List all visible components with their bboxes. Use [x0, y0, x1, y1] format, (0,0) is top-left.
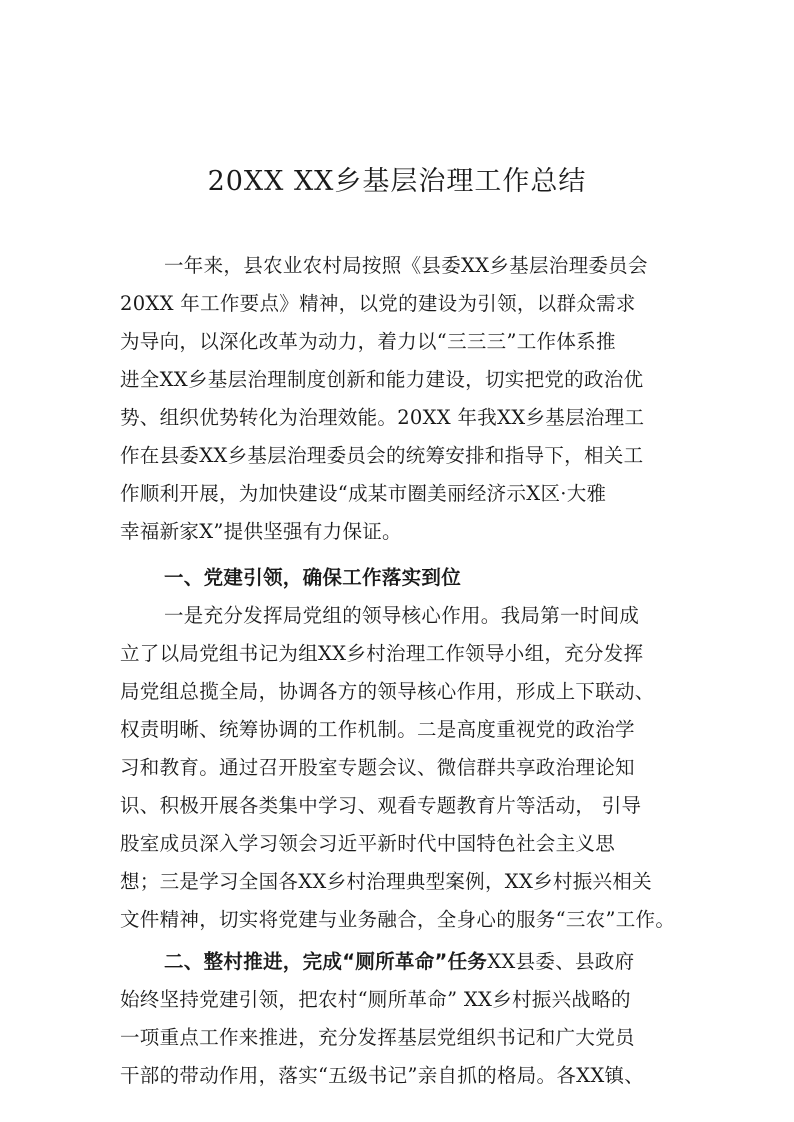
paragraph-line: 文件精神，切实将党建与业务融合，全身心的服务“三农”工作。	[120, 908, 676, 931]
paragraph-line: 局党组总揽全局，协调各方的领导核心作用，形成上下联动、	[120, 680, 655, 703]
paragraph-line: 幸福新家X”提供坚强有力保证。	[120, 520, 402, 543]
section-heading: 一、党建引领，确保工作落实到位	[164, 566, 462, 589]
paragraph-line: 作顺利开展，为加快建设“成某市圈美丽经济示X区·大雅	[120, 482, 607, 505]
paragraph-line: 作在县委XX乡基层治理委员会的统筹安排和指导下，相关工	[120, 444, 644, 467]
paragraph-line: 一年来，县农业农村局按照《县委XX乡基层治理委员会	[164, 254, 648, 277]
paragraph-line: 股室成员深入学习领会习近平新时代中国特色社会主义思	[120, 832, 616, 855]
section-heading: 二、整村推进，完成“厕所革命”任务	[164, 950, 488, 973]
paragraph-line: 20XX 年工作要点》精神，以党的建设为引领，以群众需求	[120, 292, 636, 315]
paragraph-line: 识、积极开展各类集中学习、观看专题教育片等活动， 引导	[120, 794, 642, 817]
section-heading-tail: XX县委、县政府	[487, 950, 635, 973]
document-title: 20XX XX乡基层治理工作总结	[207, 166, 587, 197]
paragraph-line: 干部的带动作用，落实“五级书记”亲自抓的格局。各XX镇、	[120, 1064, 645, 1087]
paragraph-line: 一项重点工作来推进，充分发挥基层党组织书记和广大党员	[120, 1026, 635, 1049]
paragraph-line: 想；三是学习全国各XX乡村治理典型案例，XX乡村振兴相关	[120, 870, 652, 893]
paragraph-line: 为导向，以深化改革为动力，着力以“三三三”工作体系推	[120, 330, 616, 353]
paragraph-line: 权责明晰、统筹协调的工作机制。二是高度重视党的政治学	[120, 718, 635, 741]
paragraph-line: 一是充分发挥局党组的领导核心作用。我局第一时间成	[164, 604, 640, 627]
paragraph-line: 势、组织优势转化为治理效能。20XX 年我XX乡基层治理工	[120, 406, 645, 429]
paragraph-line: 立了以局党组书记为组XX乡村治理工作领导小组，充分发挥	[120, 642, 644, 665]
paragraph-line: 习和教育。通过召开股室专题会议、微信群共享政治理论知	[120, 756, 635, 779]
section-heading-line	[0, 944, 794, 980]
paragraph-line: 始终坚持党建引领，把农村“厕所革命” XX乡村振兴战略的	[120, 988, 631, 1011]
paragraph-line: 进全XX乡基层治理制度创新和能力建设，切实把党的政治优	[120, 368, 644, 391]
